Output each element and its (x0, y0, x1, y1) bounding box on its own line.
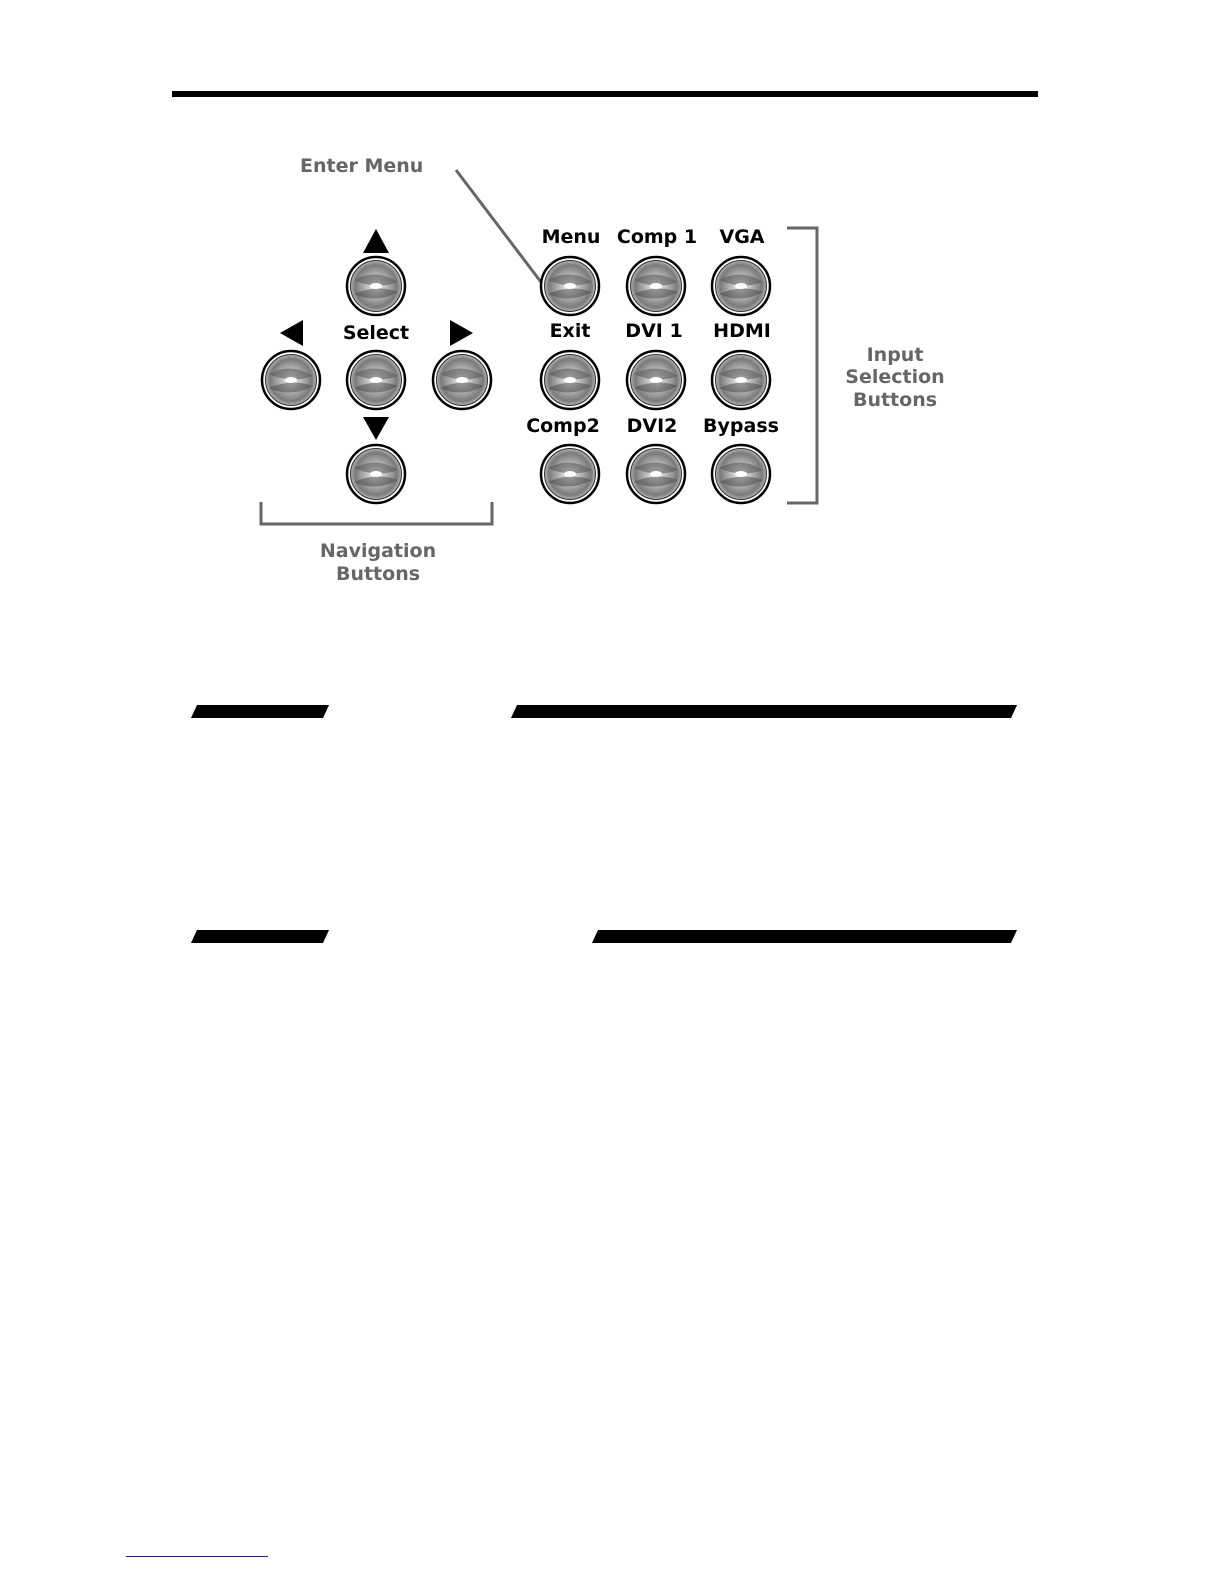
menu-label: Menu (541, 226, 601, 248)
input-selection-callout-line3: Buttons (852, 389, 938, 411)
select-label: Select (342, 322, 410, 344)
bypass-label: Bypass (703, 415, 779, 437)
footer-link-underline (126, 1556, 268, 1557)
nav-select-button[interactable] (347, 351, 405, 409)
section-bar-left-2 (191, 930, 329, 943)
enter-menu-leader-line (456, 170, 544, 286)
nav-up-button[interactable] (347, 257, 405, 315)
input-selection-callout-line1: Input (866, 344, 924, 366)
vga-label: VGA (719, 226, 765, 248)
dvi2-button[interactable] (627, 445, 685, 503)
comp1-button[interactable] (627, 257, 685, 315)
section-bar-right-1 (511, 705, 1017, 718)
exit-label: Exit (549, 320, 591, 342)
comp2-button[interactable] (541, 445, 599, 503)
nav-right-button[interactable] (433, 351, 491, 409)
input-selection-bracket (787, 228, 817, 503)
section-bar-right-2 (592, 930, 1017, 943)
hdmi-label: HDMI (713, 320, 771, 342)
nav-down-button[interactable] (347, 445, 405, 503)
input-selection-callout-line2: Selection (845, 366, 945, 388)
dvi2-label: DVI2 (626, 415, 678, 437)
navigation-callout-line2: Buttons (335, 563, 421, 585)
navigation-callout-line1: Navigation (319, 540, 437, 562)
exit-button[interactable] (541, 351, 599, 409)
navigation-bracket (261, 502, 492, 524)
comp1-label: Comp 1 (616, 226, 698, 248)
bypass-button[interactable] (712, 445, 770, 503)
down-arrow-icon (363, 417, 389, 440)
dvi1-label: DVI 1 (625, 320, 683, 342)
nav-left-button[interactable] (262, 351, 320, 409)
right-arrow-icon (450, 320, 473, 346)
section-bar-left-1 (191, 705, 329, 718)
control-panel-diagram (0, 0, 1224, 640)
vga-button[interactable] (712, 257, 770, 315)
left-arrow-icon (280, 320, 303, 346)
enter-menu-callout: Enter Menu (300, 155, 424, 177)
comp2-label: Comp2 (526, 415, 600, 437)
dvi1-button[interactable] (627, 351, 685, 409)
up-arrow-icon (363, 229, 389, 253)
menu-button[interactable] (541, 257, 599, 315)
hdmi-button[interactable] (712, 351, 770, 409)
